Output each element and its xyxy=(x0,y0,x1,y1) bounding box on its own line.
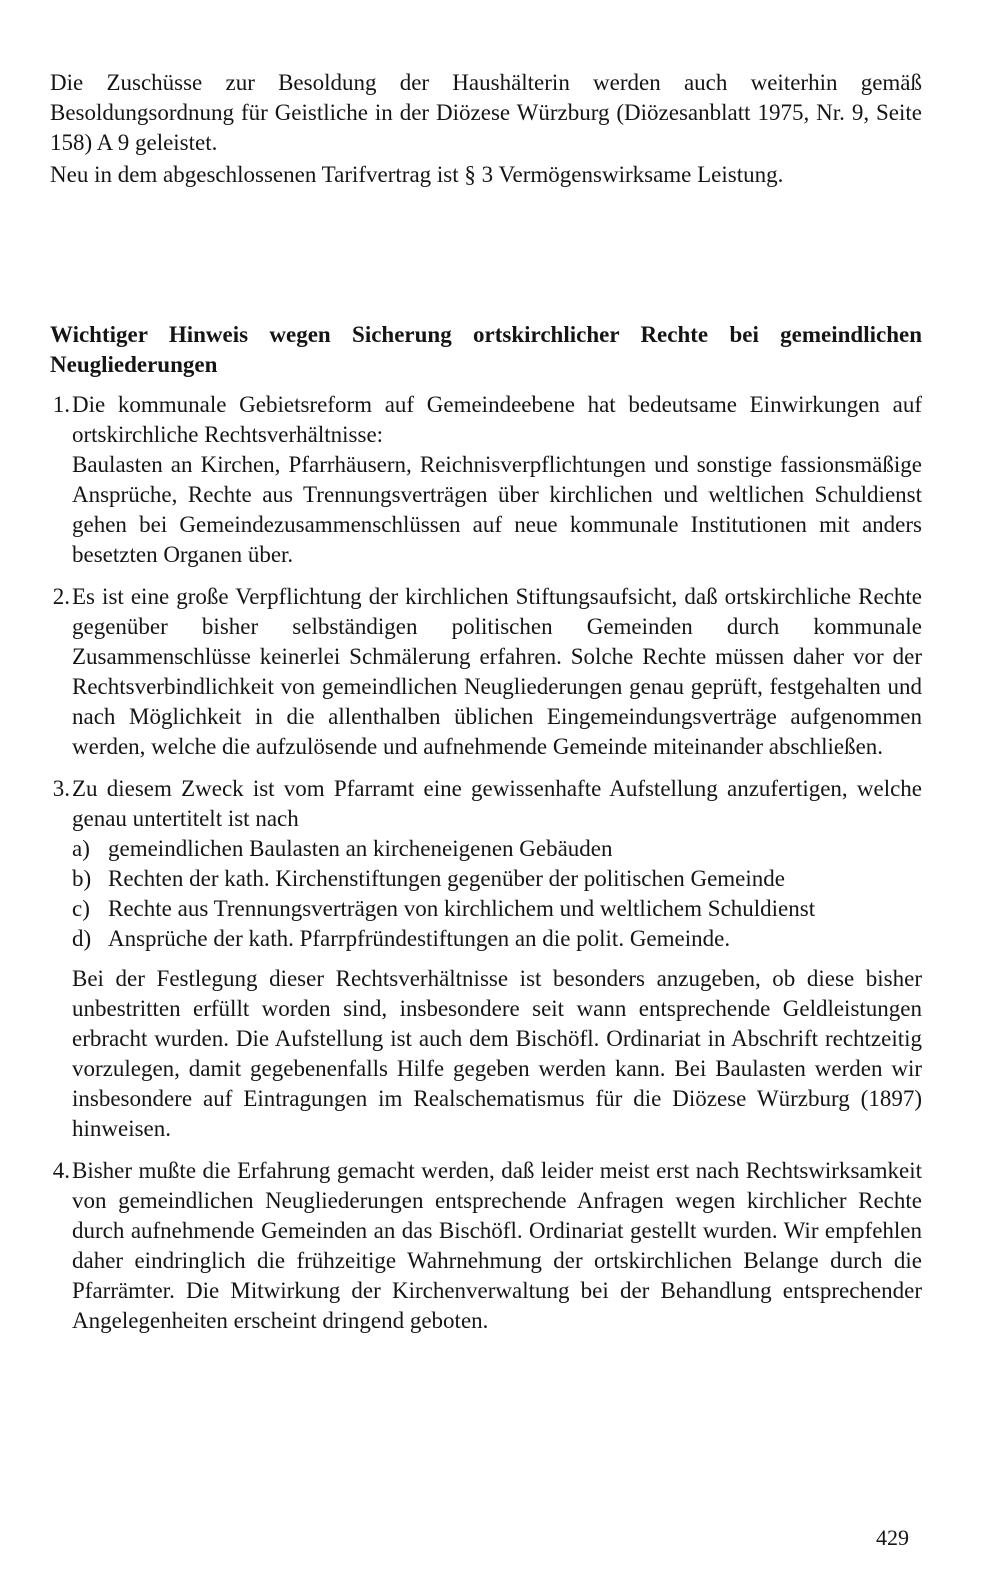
list-item-number: 1. xyxy=(52,392,70,417)
list-item-text-continued: Baulasten an Kirchen, Pfarrhäusern, Reichnisverpflichtungen und sonstige fassionsmäßige Ansprüche, Rechte aus Trennungsverträgen über kirchlichen und weltlichen Schuldienst gehen bei Gemeindezusammenschlüssen auf neue kommunale Institutionen mit anders besetzten Organen über. xyxy=(72,452,922,567)
list-item-text: Es ist eine große Verpflichtung der kirchlichen Stiftungsaufsicht, daß ortskirchliche Rechte gegenüber bisher selbständigen politischen Gemeinden durch kommunale Zusammenschlüsse keinerlei Schmälerung erfahren. Solche Rechte müssen daher vor der Rechtsverbindlichkeit von gemeindlichen Neugliederungen genau geprüft, festgehalten und nach Möglichkeit in die allenthalben üblichen Eingemeindungsverträge aufgenommen werden, welche die aufzulösende und aufnehmende Gemeinde miteinander abschließen. xyxy=(72,584,922,759)
sub-item-text: Rechten der kath. Kirchenstiftungen gegenüber der politischen Gemeinde xyxy=(108,866,785,891)
sub-item-d xyxy=(72,924,922,954)
list-item-text: Zu diesem Zweck ist vom Pfarramt eine gewissenhafte Aufstellung anzufertigen, welche genau untertitelt ist nach xyxy=(72,776,922,831)
list-item-1 xyxy=(52,390,922,570)
list-item-3 xyxy=(52,774,922,1144)
sub-item-text: Ansprüche der kath. Pfarrpfründestiftungen an die polit. Gemeinde. xyxy=(108,926,731,951)
sub-item-a xyxy=(72,834,922,864)
section-heading: Wichtiger Hinweis wegen Sicherung ortskirchlicher Rechte bei gemeindlichen Neugliederungen xyxy=(50,322,922,377)
page-number: 429 xyxy=(876,1525,909,1550)
numbered-list xyxy=(52,390,922,1336)
intro-paragraph-1: Die Zuschüsse zur Besoldung der Haushälterin werden auch weiterhin gemäß Besoldungsordnung für Geistliche in der Diözese Würzburg (Diözesanblatt 1975, Nr. 9, Seite 158) A 9 geleistet. xyxy=(50,70,922,155)
sub-item-letter: c) xyxy=(72,896,90,921)
sub-item-letter: a) xyxy=(72,836,90,861)
document-page xyxy=(50,68,922,1336)
list-item-number: 2. xyxy=(52,584,70,609)
list-item-4 xyxy=(52,1156,922,1336)
sub-item-text: Rechte aus Trennungsverträgen von kirchlichem und weltlichem Schuldienst xyxy=(108,896,816,921)
list-item-text-continued: Bei der Festlegung dieser Rechtsverhältnisse ist besonders anzugeben, ob diese bisher unbestritten erfüllt worden sind, insbesondere seit wann entsprechende Geldleistungen erbracht wurden. Die Aufstellung ist auch dem Bischöfl. Ordinariat in Abschrift rechtzeitig vorzulegen, damit gegebenenfalls Hilfe gegeben werden kann. Bei Baulasten werden wir insbesondere auf Eintragungen im Realschematismus für die Diözese Würzburg (1897) hinweisen. xyxy=(72,966,922,1141)
sub-item-b xyxy=(72,864,922,894)
intro-paragraph-2: Neu in dem abgeschlossenen Tarifvertrag ist § 3 Vermögenswirksame Leistung. xyxy=(50,162,784,187)
list-item-number: 4. xyxy=(52,1158,70,1183)
list-item-text: Bisher mußte die Erfahrung gemacht werden, daß leider meist erst nach Rechtswirksamkeit von gemeindlichen Neugliederungen entsprechende Anfragen wegen kirchlicher Rechte durch aufnehmende Gemeinden an das Bischöfl. Ordinariat gestellt wurden. Wir empfehlen daher eindringlich die frühzeitige Wahrnehmung der ortskirchlichen Belange durch die Pfarrämter. Die Mitwirkung der Kirchenverwaltung bei der Behandlung entsprechender Angelegenheiten erscheint dringend geboten. xyxy=(72,1158,922,1333)
list-item-number: 3. xyxy=(52,776,70,801)
list-item-2 xyxy=(52,582,922,762)
sub-item-letter: b) xyxy=(72,866,92,891)
sub-item-c xyxy=(72,894,922,924)
sub-item-letter: d) xyxy=(72,926,92,951)
list-item-text: Die kommunale Gebietsreform auf Gemeindeebene hat bedeutsame Einwirkungen auf ortskirchliche Rechtsverhältnisse: xyxy=(72,392,922,447)
sub-item-text: gemeindlichen Baulasten an kircheneigenen Gebäuden xyxy=(108,836,613,861)
